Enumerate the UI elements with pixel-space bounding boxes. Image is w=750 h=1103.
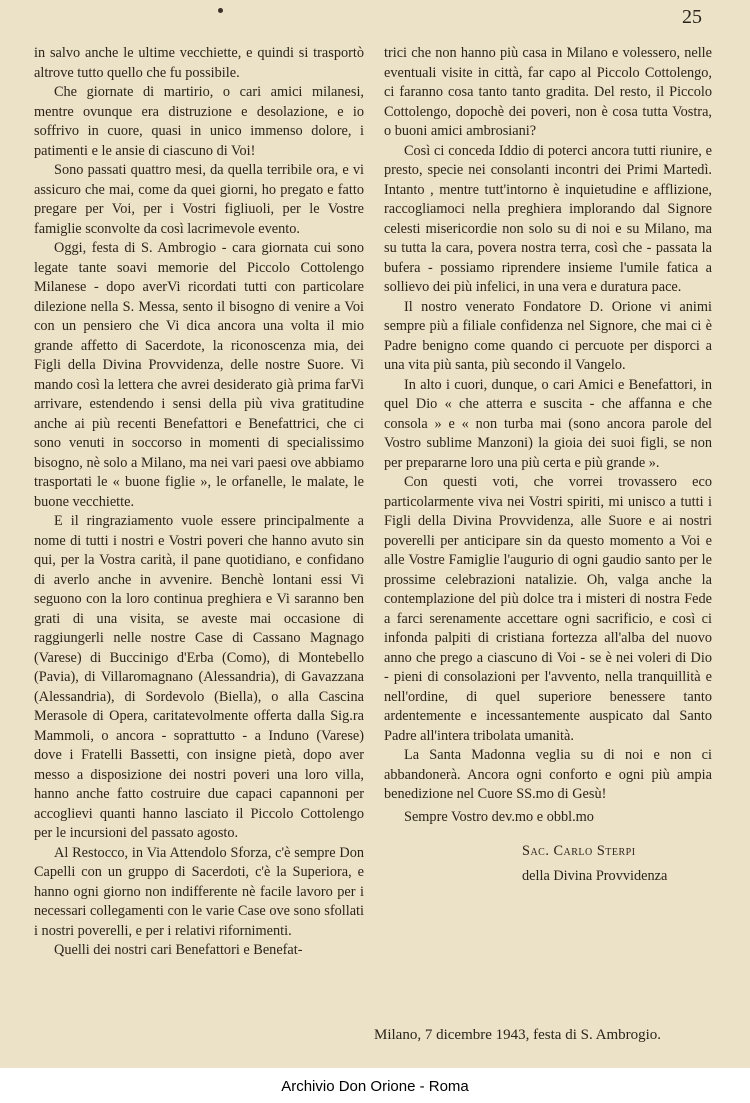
paragraph: Il nostro venerato Fondatore D. Orione vi animi sempre più a filiale confidenza nel Signore, che mai ci è Padre benigno come quando ci percuote per disporci a una vita più santa, più secondo il Vangelo. [384, 298, 712, 373]
signature-block [384, 839, 712, 889]
paragraph: La Santa Madonna veglia su di noi e non ci abbandonerà. Ancora ogni conforto e ogni più ampia benedizione nel Cuore SS.mo di Gesù! [384, 747, 712, 802]
paragraph: Sono passati quattro mesi, da quella terribile ora, e vi assicuro che mai, come da quei giorni, ho pregato e fatto pregare per Voi, per i Vostri figliuoli, per le Vostre famiglie sconvolte da così lacrimevole evento. [34, 162, 364, 237]
paragraph: Al Restocco, in Via Attendolo Sforza, c'è sempre Don Capelli con un gruppo di Sacerdoti, c'è la Superiora, e hanno ogni giorno non indifferente nè facile lavoro per i necessari collegamenti con le varie Case ove sono sfollati i nostri poverelli, e per i relativi rifornimenti. [34, 844, 364, 939]
paragraph: Che giornate di martirio, o cari amici milanesi, mentre ovunque era distruzione e desolazione, e io soffrivo in cuore, quasi in unico immenso dolore, i patimenti e le ansie di ciascuno di Voi! [34, 84, 364, 159]
page-number: 25 [682, 6, 702, 28]
paragraph: Quelli dei nostri cari Benefattori e Benefat- [54, 942, 303, 958]
paragraph: trici che non hanno più casa in Milano e volessero, nelle eventuali visite in città, far capo al Piccolo Cottolengo, ci faranno cosa tanto tanto gradita. Del resto, il Piccolo Cottolengo, dopochè dei poveri, non è cosa tutta Vostra, o buoni amici ambrosiani? [384, 45, 712, 139]
paragraph: in salvo anche le ultime vecchiette, e quindi si trasportò altrove tutto quello che fu possibile. [34, 45, 364, 81]
right-column [384, 44, 712, 889]
closing-greeting: Sempre Vostro dev.mo e obbl.mo [404, 808, 594, 825]
signature-title: della Divina Provvidenza [522, 868, 668, 884]
paragraph: Così ci conceda Iddio di poterci ancora tutti riunire, e presto, specie nei consolanti incontri dei Primi Martedì. Intanto , mentre tutt'intorno è inquietudine e afflizione, raccogliamoci nella preghiera implorando dal Signore celesti misericordie non solo su di noi e su Milano, ma su tutta la cara, povera nostra terra, così che - passata la bufera - possiamo riprendere insieme l'umile fatica a sollievo dei più infelici, in una vera e duratura pace. [384, 142, 712, 295]
right-column-paragraphs [384, 44, 712, 805]
paragraph: Oggi, festa di S. Ambrogio - cara giornata cui sono legate tante soavi memorie del Piccolo Cottolengo Milanese - dopo averVi ricordati tutti con particolare dilezione nella S. Messa, sento il bisogno di venire a Voi con un pensiero che Vi dica ancora una volta il mio grande affetto di Sacerdote, la riconoscenza mia, dei Figli della Divina Provvidenza, delle nostre Suore. Vi mando così la lettera che avrei desiderato già prima farVi arrivare, estendendo i sensi della più viva gratitudine anche ai più recenti Benefattori e Benefattrici, che ci sono venuti in soccorso in momenti di specialissimo bisogno, nè solo a Milano, ma nei vari paesi ove abbiamo trasportati le « buone figlie », le orfanelle, le malate, le buone vecchiette. [34, 240, 364, 510]
paragraph: Con questi voti, che vorrei trovassero eco particolarmente viva nei Vostri spiriti, mi unisco a tutti i Figli della Divina Provvidenza, alle Suore e ai nostri poverelli per anticipare sin da questo momento a Voi e alle Vostre Famiglie l'augurio di ogni gaudio santo per le prossime celebrazioni natalizie. Oh, valga anche la contemplazione del più dolce tra i misteri di nostra Fede a farci serenamente accettare ogni sacrificio, e così ci infonda palpiti di cristiana fortezza all'alba del nuovo anno che prego a ciascuno di Voi - se è nei voleri di Dio - pieni di consolazioni per l'avvento, nella tranquillità e nell'ordine, di quel superiore benessere tanto ardentemente e incessantemente auspicato dal Santo Padre all'intera tribolata umanità. [384, 474, 712, 744]
ink-dot [218, 8, 223, 13]
signature-name: Sac. Carlo Sterpi [522, 843, 636, 859]
left-column [34, 44, 364, 961]
paragraph: E il ringraziamento vuole essere principalmente a nome di tutti i nostri e Vostri poveri che hanno avuto sin qui, per la Vostra carità, il pane quotidiano, e confidano di averlo anche in avvenire. Benchè lontani essi Vi seguono con la loro continua preghiera e Vi saranno ben grati di una visita, se aveste mai occasione di raggiungerli nelle nostre Case di Cassano Magnago (Varese) di Buccinigo d'Erba (Como), di Montebello (Pavia), di Villaromagnano (Alessandria), di Gavazzana (Alessandria), di Sordevolo (Biella), o alla Cascina Merasole di Opera, caritatevolmente offerta dalla Sig.ra Mammoli, o ancora - soprattutto - a Induno (Varese) dove i Fratelli Bassetti, con insigne pietà, dopo aver messo a disposizione dei nostri poveri una loro villa, hanno anche fatto costruire due capaci capannoni per accoglievi quanti hanno lasciato il Piccolo Cottolengo per le incursioni del passato agosto. [34, 513, 364, 841]
paragraph: In alto i cuori, dunque, o cari Amici e Benefattori, in quel Dio « che atterra e suscita - che affanna e che consola » e « non turba mai (sono ancora parole del Vostro sublime Manzoni) la gioia dei suoi figli, se non per prepararne loro una più certa e più grande ». [384, 376, 712, 471]
archive-footer: Archivio Don Orione - Roma [281, 1078, 469, 1095]
date-line: Milano, 7 dicembre 1943, festa di S. Ambrogio. [374, 1027, 662, 1043]
